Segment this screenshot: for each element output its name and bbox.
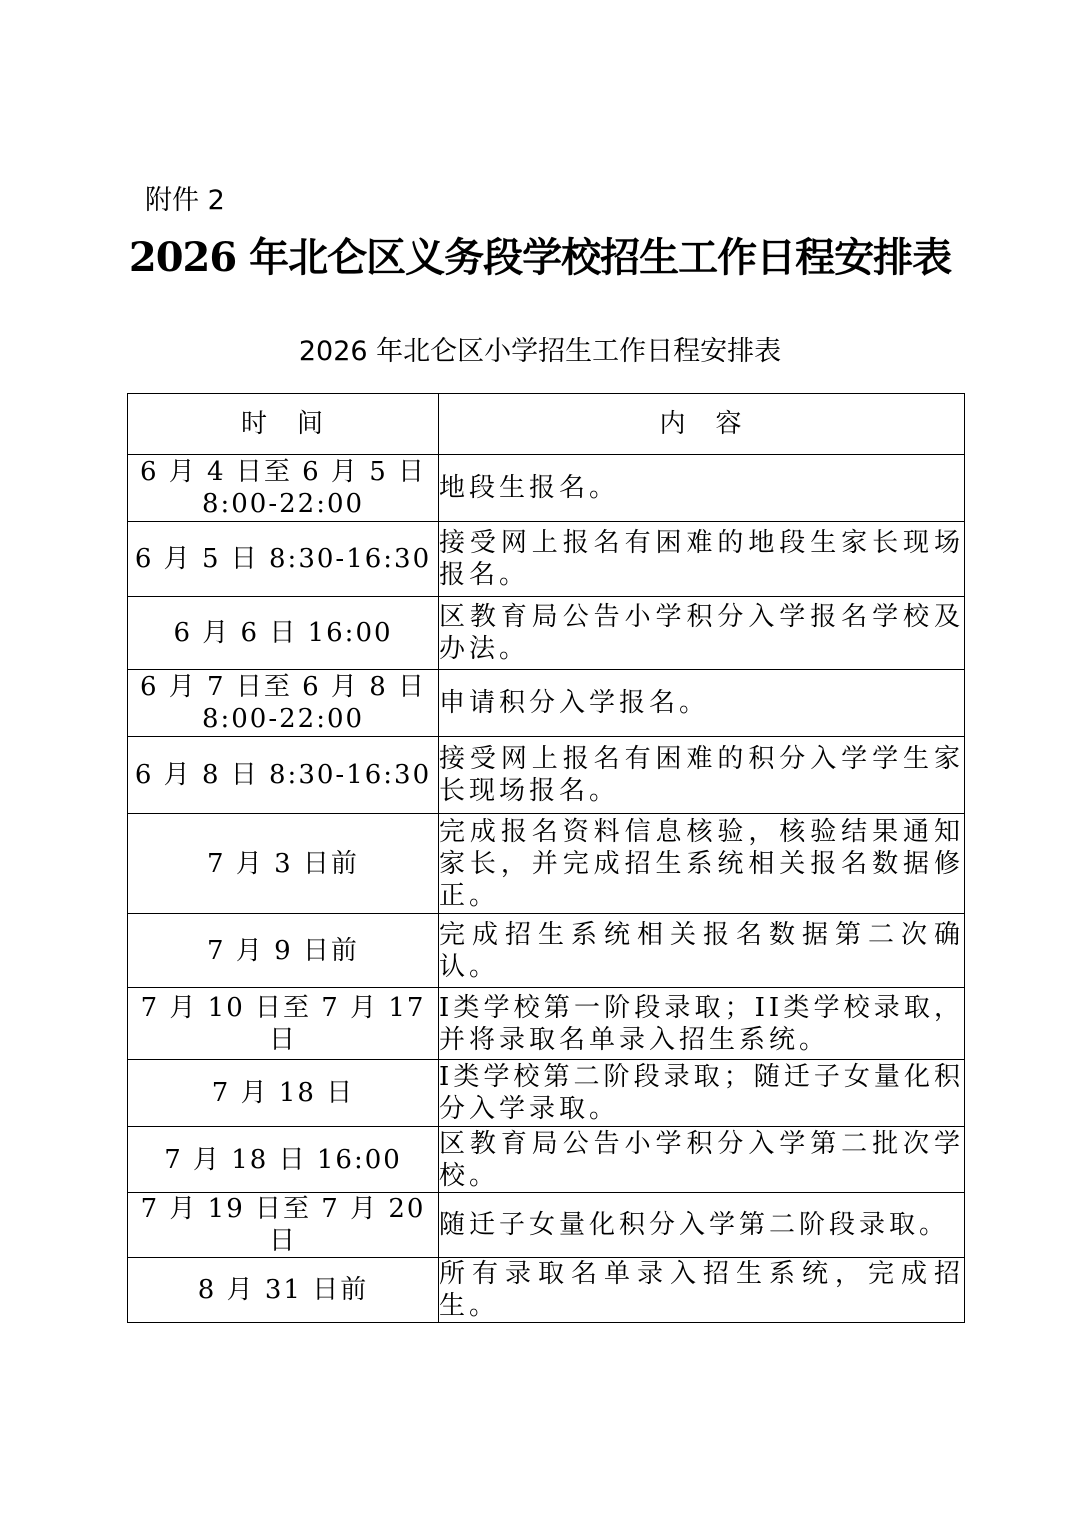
table-row — [128, 670, 965, 737]
time-cell: 6 月 5 日 8:30-16:30 — [128, 522, 439, 597]
time-cell: 7 月 9 日前 — [128, 914, 439, 988]
content-cell: 区教育局公告小学积分入学第二批次学校。 — [439, 1128, 964, 1191]
table-row — [128, 1193, 965, 1258]
content-cell: 完成招生系统相关报名数据第二次确认。 — [439, 914, 965, 988]
time-cell: 7 月 18 日 — [128, 1060, 439, 1127]
header-content: 内 容 — [439, 394, 965, 455]
table-row — [128, 1258, 965, 1323]
content-cell: I类学校第一阶段录取；II类学校录取，并将录取名单录入招生系统。 — [439, 988, 965, 1060]
time-cell: 6 月 6 日 16:00 — [128, 597, 439, 670]
table-header-row — [128, 394, 965, 455]
content-cell: 地段生报名。 — [439, 455, 965, 522]
time-cell: 6 月 4 日至 6 月 5 日 8:00-22:00 — [128, 455, 439, 522]
content-cell: 所有录取名单录入招生系统，完成招生。 — [439, 1259, 964, 1321]
content-cell: I类学校第二阶段录取；随迁子女量化积分入学录取。 — [439, 1060, 965, 1127]
table-row — [128, 814, 965, 914]
content-cell: 申请积分入学报名。 — [439, 670, 965, 737]
table-title: 2026 年北仑区小学招生工作日程安排表 — [298, 336, 782, 367]
table-row — [128, 597, 965, 670]
content-cell: 接受网上报名有困难的地段生家长现场报名。 — [439, 522, 965, 597]
table-row — [128, 1127, 965, 1193]
table-row — [128, 737, 965, 814]
header-time: 时 间 — [128, 394, 439, 455]
content-cell: 区教育局公告小学积分入学报名学校及办法。 — [439, 597, 965, 670]
content-cell: 完成报名资料信息核验，核验结果通知家长，并完成招生系统相关报名数据修正。 — [439, 814, 965, 914]
time-cell: 6 月 7 日至 6 月 8 日 8:00-22:00 — [128, 670, 439, 737]
schedule-table — [127, 393, 965, 1323]
time-cell: 7 月 18 日 16:00 — [128, 1127, 439, 1193]
time-cell: 6 月 8 日 8:30-16:30 — [128, 737, 439, 814]
table-row — [128, 455, 965, 522]
table-row — [128, 914, 965, 988]
time-cell: 7 月 10 日至 7 月 17 日 — [128, 988, 439, 1060]
content-cell: 接受网上报名有困难的积分入学学生家长现场报名。 — [439, 737, 965, 814]
table-row — [128, 988, 965, 1060]
table-row — [128, 1060, 965, 1127]
time-cell: 8 月 31 日前 — [128, 1258, 439, 1323]
time-cell: 7 月 19 日至 7 月 20 日 — [128, 1193, 439, 1258]
content-cell: 随迁子女量化积分入学第二阶段录取。 — [439, 1193, 965, 1258]
table-row — [128, 522, 965, 597]
time-cell: 7 月 3 日前 — [128, 814, 439, 914]
document-title: 2026 年北仑区义务段学校招生工作日程安排表 — [128, 234, 952, 281]
attachment-label: 附件 2 — [145, 185, 225, 216]
